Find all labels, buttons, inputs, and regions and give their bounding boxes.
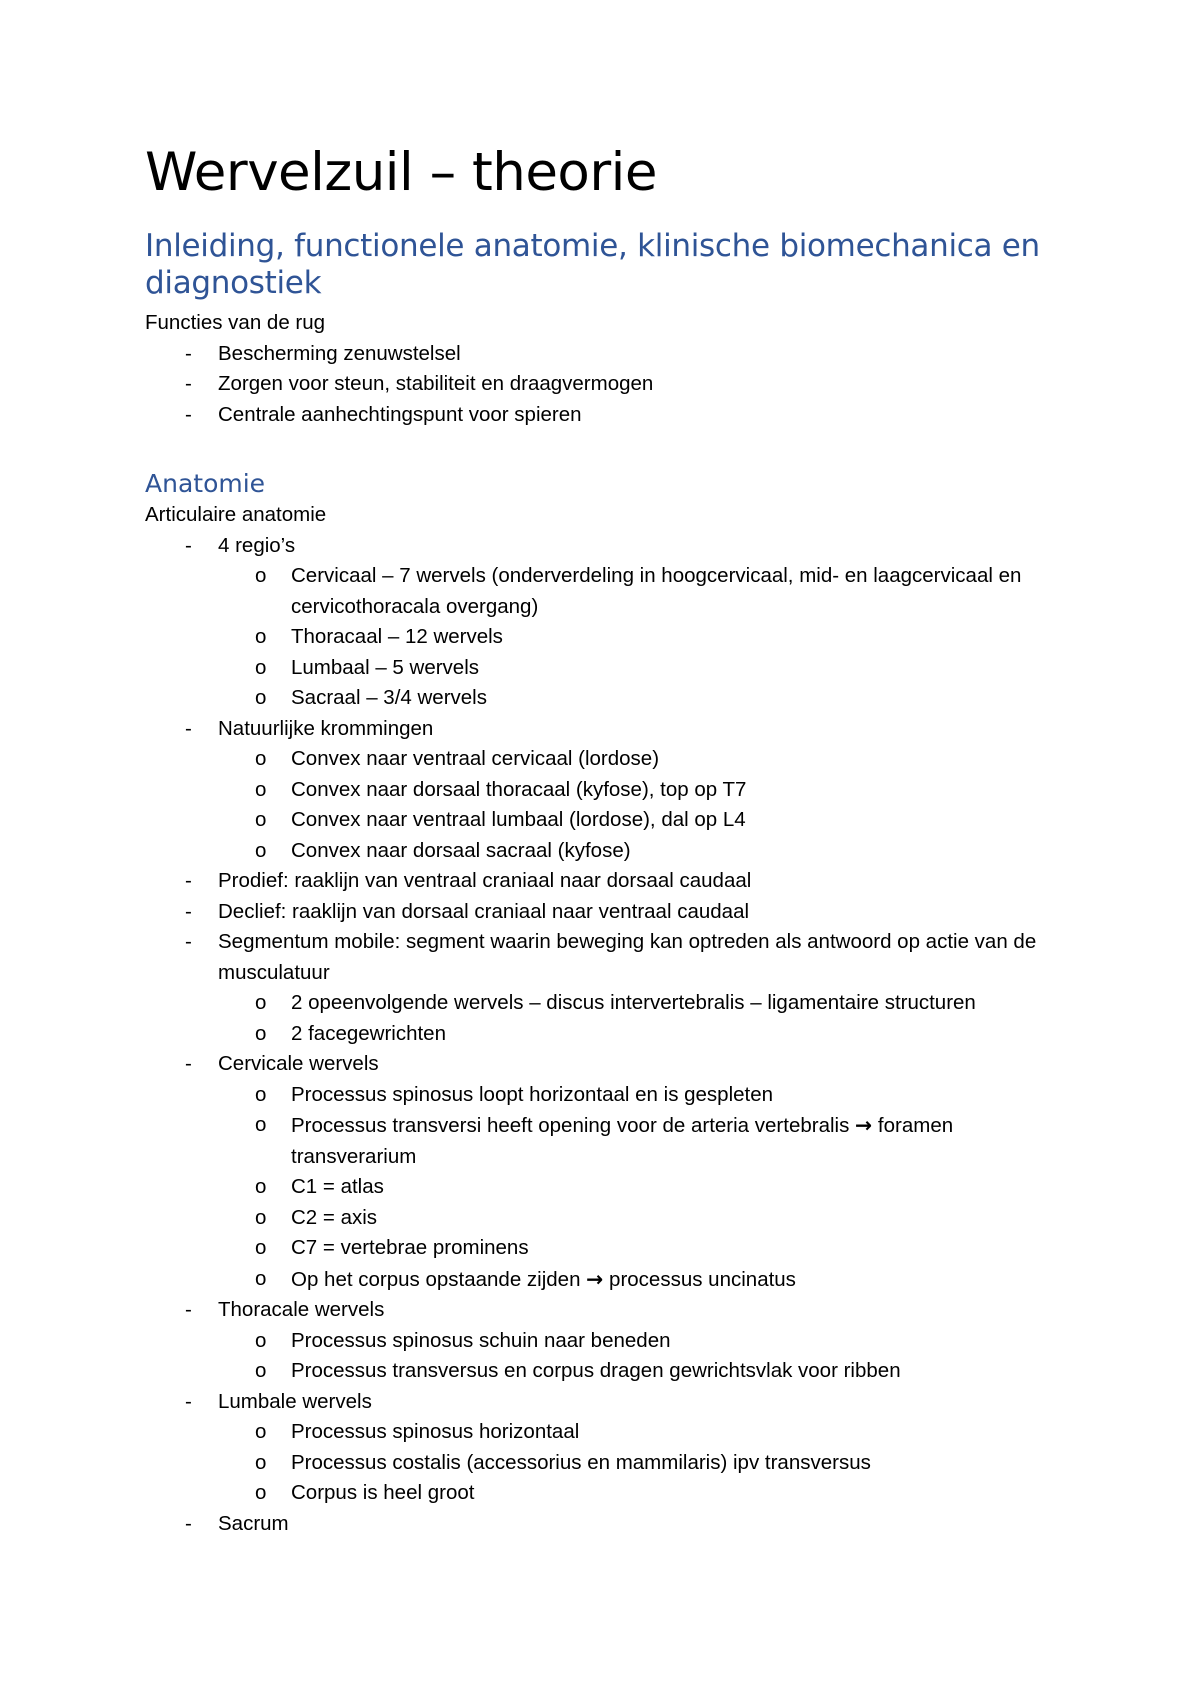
circle-bullet: o bbox=[255, 1205, 267, 1229]
dash-bullet: - bbox=[185, 1052, 192, 1075]
circle-bullet: o bbox=[255, 1450, 267, 1474]
document-page bbox=[145, 140, 1075, 1539]
list-item: - Declief: raaklijn van dorsaal craniaal naar ventraal caudaal bbox=[145, 897, 1075, 928]
list-item: - Thoracale wervels bbox=[145, 1295, 1075, 1326]
sub-list-item: o 2 facegewrichten bbox=[145, 1019, 1075, 1050]
circle-bullet: o bbox=[255, 655, 267, 679]
dash-bullet: - bbox=[185, 1389, 192, 1413]
sub-list-item: o Op het corpus opstaande zijden → processus uncinatus bbox=[145, 1264, 1075, 1296]
functions-list bbox=[145, 339, 1075, 431]
list-item: - 4 regio’s bbox=[145, 531, 1075, 562]
circle-bullet: o bbox=[255, 808, 267, 831]
circle-bullet: o bbox=[255, 1082, 267, 1106]
circle-bullet: o bbox=[255, 1021, 267, 1045]
sub-list-item: o C7 = vertebrae prominens bbox=[145, 1233, 1075, 1264]
list-item: - Lumbale wervels bbox=[145, 1387, 1075, 1418]
sub-list-item: o 2 opeenvolgende wervels – discus intervertebralis – ligamentaire structuren bbox=[145, 988, 1075, 1019]
arrow-right-icon: → bbox=[855, 1113, 873, 1137]
list-item: - Cervicale wervels bbox=[145, 1049, 1075, 1080]
circle-bullet: o bbox=[255, 1266, 267, 1290]
sub-list-item: o Processus spinosus horizontaal bbox=[145, 1417, 1075, 1448]
circle-bullet: o bbox=[255, 1481, 267, 1504]
sub-list-item: o Processus costalis (accessorius en mammilaris) ipv transversus bbox=[145, 1448, 1075, 1479]
dash-bullet: - bbox=[185, 341, 192, 365]
sub-list-item: o C1 = atlas bbox=[145, 1172, 1075, 1203]
document-title: Wervelzuil – theorie bbox=[145, 142, 657, 203]
sub-list-item: o Processus spinosus loopt horizontaal en is gespleten bbox=[145, 1080, 1075, 1111]
circle-bullet: o bbox=[255, 991, 267, 1014]
list-item: - Sacrum bbox=[145, 1509, 1075, 1540]
sub-list-item: o Cervicaal – 7 wervels (onderverdeling in hoogcervicaal, mid- en laagcervicaal en cervicothoracala overgang) bbox=[145, 561, 1075, 622]
sub-list-item: o Lumbaal – 5 wervels bbox=[145, 653, 1075, 684]
circle-bullet: o bbox=[255, 1328, 267, 1352]
dash-bullet: - bbox=[185, 1511, 192, 1535]
sub-list-item: o Processus transversi heeft opening voor de arteria vertebralis → foramen transverarium bbox=[145, 1110, 1075, 1172]
sub-list-item: o Corpus is heel groot bbox=[145, 1478, 1075, 1509]
section-heading-intro: Inleiding, functionele anatomie, klinische biomechanica en diagnostiek bbox=[145, 228, 1040, 301]
sub-list-item: o Processus spinosus schuin naar beneden bbox=[145, 1326, 1075, 1357]
sub-list-item: o Convex naar dorsaal thoracaal (kyfose), top op T7 bbox=[145, 775, 1075, 806]
dash-bullet: - bbox=[185, 533, 192, 557]
sub-list-item: o Thoracaal – 12 wervels bbox=[145, 622, 1075, 653]
dash-bullet: - bbox=[185, 899, 192, 923]
dash-bullet: - bbox=[185, 372, 192, 395]
list-item: - Segmentum mobile: segment waarin beweging kan optreden als antwoord op actie van de musculatuur bbox=[145, 927, 1075, 988]
circle-bullet: o bbox=[255, 1420, 267, 1443]
sub-list-item: o C2 = axis bbox=[145, 1203, 1075, 1234]
functions-label: Functies van de rug bbox=[145, 311, 326, 334]
circle-bullet: o bbox=[255, 1359, 267, 1382]
circle-bullet: o bbox=[255, 777, 267, 801]
list-item: - Bescherming zenuwstelsel bbox=[145, 339, 1075, 370]
sub-list-item: o Sacraal – 3/4 wervels bbox=[145, 683, 1075, 714]
sub-list-item: o Convex naar dorsaal sacraal (kyfose) bbox=[145, 836, 1075, 867]
list-item: - Natuurlijke krommingen bbox=[145, 714, 1075, 745]
dash-bullet: - bbox=[185, 402, 192, 426]
articular-list bbox=[145, 531, 1075, 1540]
sub-list-item: o Processus transversus en corpus dragen gewrichtsvlak voor ribben bbox=[145, 1356, 1075, 1387]
circle-bullet: o bbox=[255, 747, 267, 770]
section-heading-anatomie: Anatomie bbox=[145, 469, 266, 498]
dash-bullet: - bbox=[185, 869, 192, 892]
dash-bullet: - bbox=[185, 716, 192, 740]
list-item: - Zorgen voor steun, stabiliteit en draagvermogen bbox=[145, 369, 1075, 400]
list-item: - Prodief: raaklijn van ventraal craniaal naar dorsaal caudaal bbox=[145, 866, 1075, 897]
dash-bullet: - bbox=[185, 930, 192, 953]
circle-bullet: o bbox=[255, 1113, 267, 1136]
circle-bullet: o bbox=[255, 838, 267, 862]
circle-bullet: o bbox=[255, 564, 267, 587]
articular-label: Articulaire anatomie bbox=[145, 503, 327, 526]
arrow-right-icon: → bbox=[586, 1266, 604, 1291]
sub-list-item: o Convex naar ventraal lumbaal (lordose), dal op L4 bbox=[145, 805, 1075, 836]
circle-bullet: o bbox=[255, 686, 267, 709]
sub-list-item: o Convex naar ventraal cervicaal (lordose) bbox=[145, 744, 1075, 775]
list-item: - Centrale aanhechtingspunt voor spieren bbox=[145, 400, 1075, 431]
circle-bullet: o bbox=[255, 625, 267, 648]
circle-bullet: o bbox=[255, 1236, 267, 1259]
dash-bullet: - bbox=[185, 1298, 192, 1321]
circle-bullet: o bbox=[255, 1175, 267, 1198]
